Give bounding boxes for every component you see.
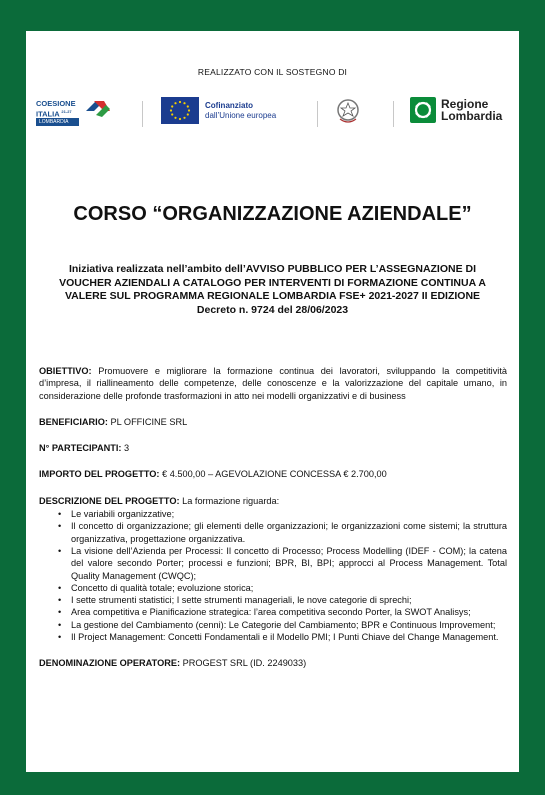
coesione-line3: LOMBARDIA <box>36 118 79 126</box>
beneficiario-label: BENEFICIARIO: <box>39 416 108 427</box>
coesione-line1: COESIONE <box>36 99 76 108</box>
operatore-label: DENOMINAZIONE OPERATORE: <box>39 658 181 669</box>
list-item: • La gestione del Cambiamento (cenni): Le Categorie del Cambiamento; BPR e Continuous Improvement; <box>71 619 507 631</box>
support-text: REALIZZATO CON IL SOSTEGNO DI <box>197 67 348 77</box>
italian-emblem-icon <box>335 97 361 133</box>
list-item: • Concetto di qualità totale; evoluzione storica; <box>71 582 507 594</box>
list-item: • Le variabili organizzative; <box>71 508 507 520</box>
importo-label: IMPORTO DEL PROGETTO: <box>39 469 160 480</box>
subtitle-line: VOUCHER AZIENDALI A CATALOGO PER INTERVENTI DI FORMAZIONE CONTINUA A <box>59 276 486 289</box>
descrizione-label: DESCRIZIONE DEL PROGETTO: <box>39 495 180 506</box>
list-item: • La visione dell’Azienda per Processi: Il concetto di Processo; Process Modelling (IDEF - COM); la catena del valore secondo Porter; processi e funzioni; BPR, BI, BPI; approcci al Process Management. Total Quality Management (CWQC); <box>71 545 507 582</box>
eu-line2: dall’Unione europea <box>205 111 277 120</box>
coesione-logo <box>36 97 121 133</box>
operatore-value: PROGEST SRL (ID. 2249033) <box>182 658 307 669</box>
coesione-years: 21-27 <box>61 109 72 114</box>
partecipanti-row <box>39 442 507 454</box>
descrizione-intro: La formazione riguarda: <box>182 495 280 506</box>
regione-line2: Lombardia <box>441 109 503 123</box>
list-item: • Area competitiva e Pianificazione strategica: l’area competitiva secondo Porter, la SWOT Analisys; <box>71 606 507 618</box>
obiettivo-paragraph <box>39 365 507 402</box>
list-item: • Il Project Management: Concetti Fondamentali e il Modello PMI; I Punti Chiave del Change Management. <box>71 631 507 643</box>
partecipanti-value: 3 <box>124 443 130 454</box>
separator <box>393 101 394 127</box>
operatore-row <box>39 657 507 669</box>
coesione-arrows-icon <box>84 97 110 125</box>
partecipanti-label: N° PARTECIPANTI: <box>39 443 122 454</box>
beneficiario-value: PL OFFICINE SRL <box>110 416 188 427</box>
separator <box>317 101 318 127</box>
project-details <box>39 365 507 684</box>
eu-logo <box>161 97 301 133</box>
importo-row <box>39 468 507 480</box>
regione-rose-icon <box>410 97 436 123</box>
coesione-line2: ITALIA $^{21-27}$ <box>36 109 72 119</box>
list-item: • Il concetto di organizzazione; gli elementi delle organizzazioni; le organizzazioni come sistemi; la struttura organizzativa, progettazione organizzativa. <box>71 520 507 545</box>
beneficiario-row <box>39 416 507 428</box>
course-subtitle <box>54 263 491 317</box>
separator <box>142 101 143 127</box>
obiettivo-text: Promuovere e migliorare la formazione continua dei lavoratori, sviluppando la competitività d’impresa, il riallineamento delle competenze, delle conoscenze e la valorizzazione del capitale umano, in considerazione delle profonde trasformazioni in atto nei modelli organizzativi e di business <box>39 366 507 401</box>
logo-bar <box>34 97 514 133</box>
list-item: • I sette strumenti statistici; I sette strumenti manageriali, le nove categorie di sprechi; <box>71 594 507 606</box>
regione-lombardia-logo <box>410 97 520 133</box>
importo-value: € 4.500,00 – AGEVOLAZIONE CONCESSA € 2.700,00 <box>162 469 387 480</box>
obiettivo-label: OBIETTIVO: <box>39 366 92 376</box>
eu-flag-icon <box>161 97 199 124</box>
poster-page <box>26 31 519 772</box>
subtitle-line: VALERE SUL PROGRAMMA REGIONALE LOMBARDIA FSE+ 2021-2027 II EDIZIONE <box>64 290 481 302</box>
regione-line1: Regione <box>441 97 489 111</box>
descrizione-row <box>39 495 507 507</box>
decree-line: Decreto n. 9724 del 28/06/2023 <box>196 303 349 316</box>
subtitle-line: Iniziativa realizzata nell’ambito dell’AVVISO PUBBLICO PER L’ASSEGNAZIONE DI <box>68 263 477 275</box>
course-title: CORSO “ORGANIZZAZIONE AZIENDALE” <box>73 203 472 225</box>
eu-line1: Cofinanziato <box>205 101 253 110</box>
descrizione-list <box>39 508 507 643</box>
